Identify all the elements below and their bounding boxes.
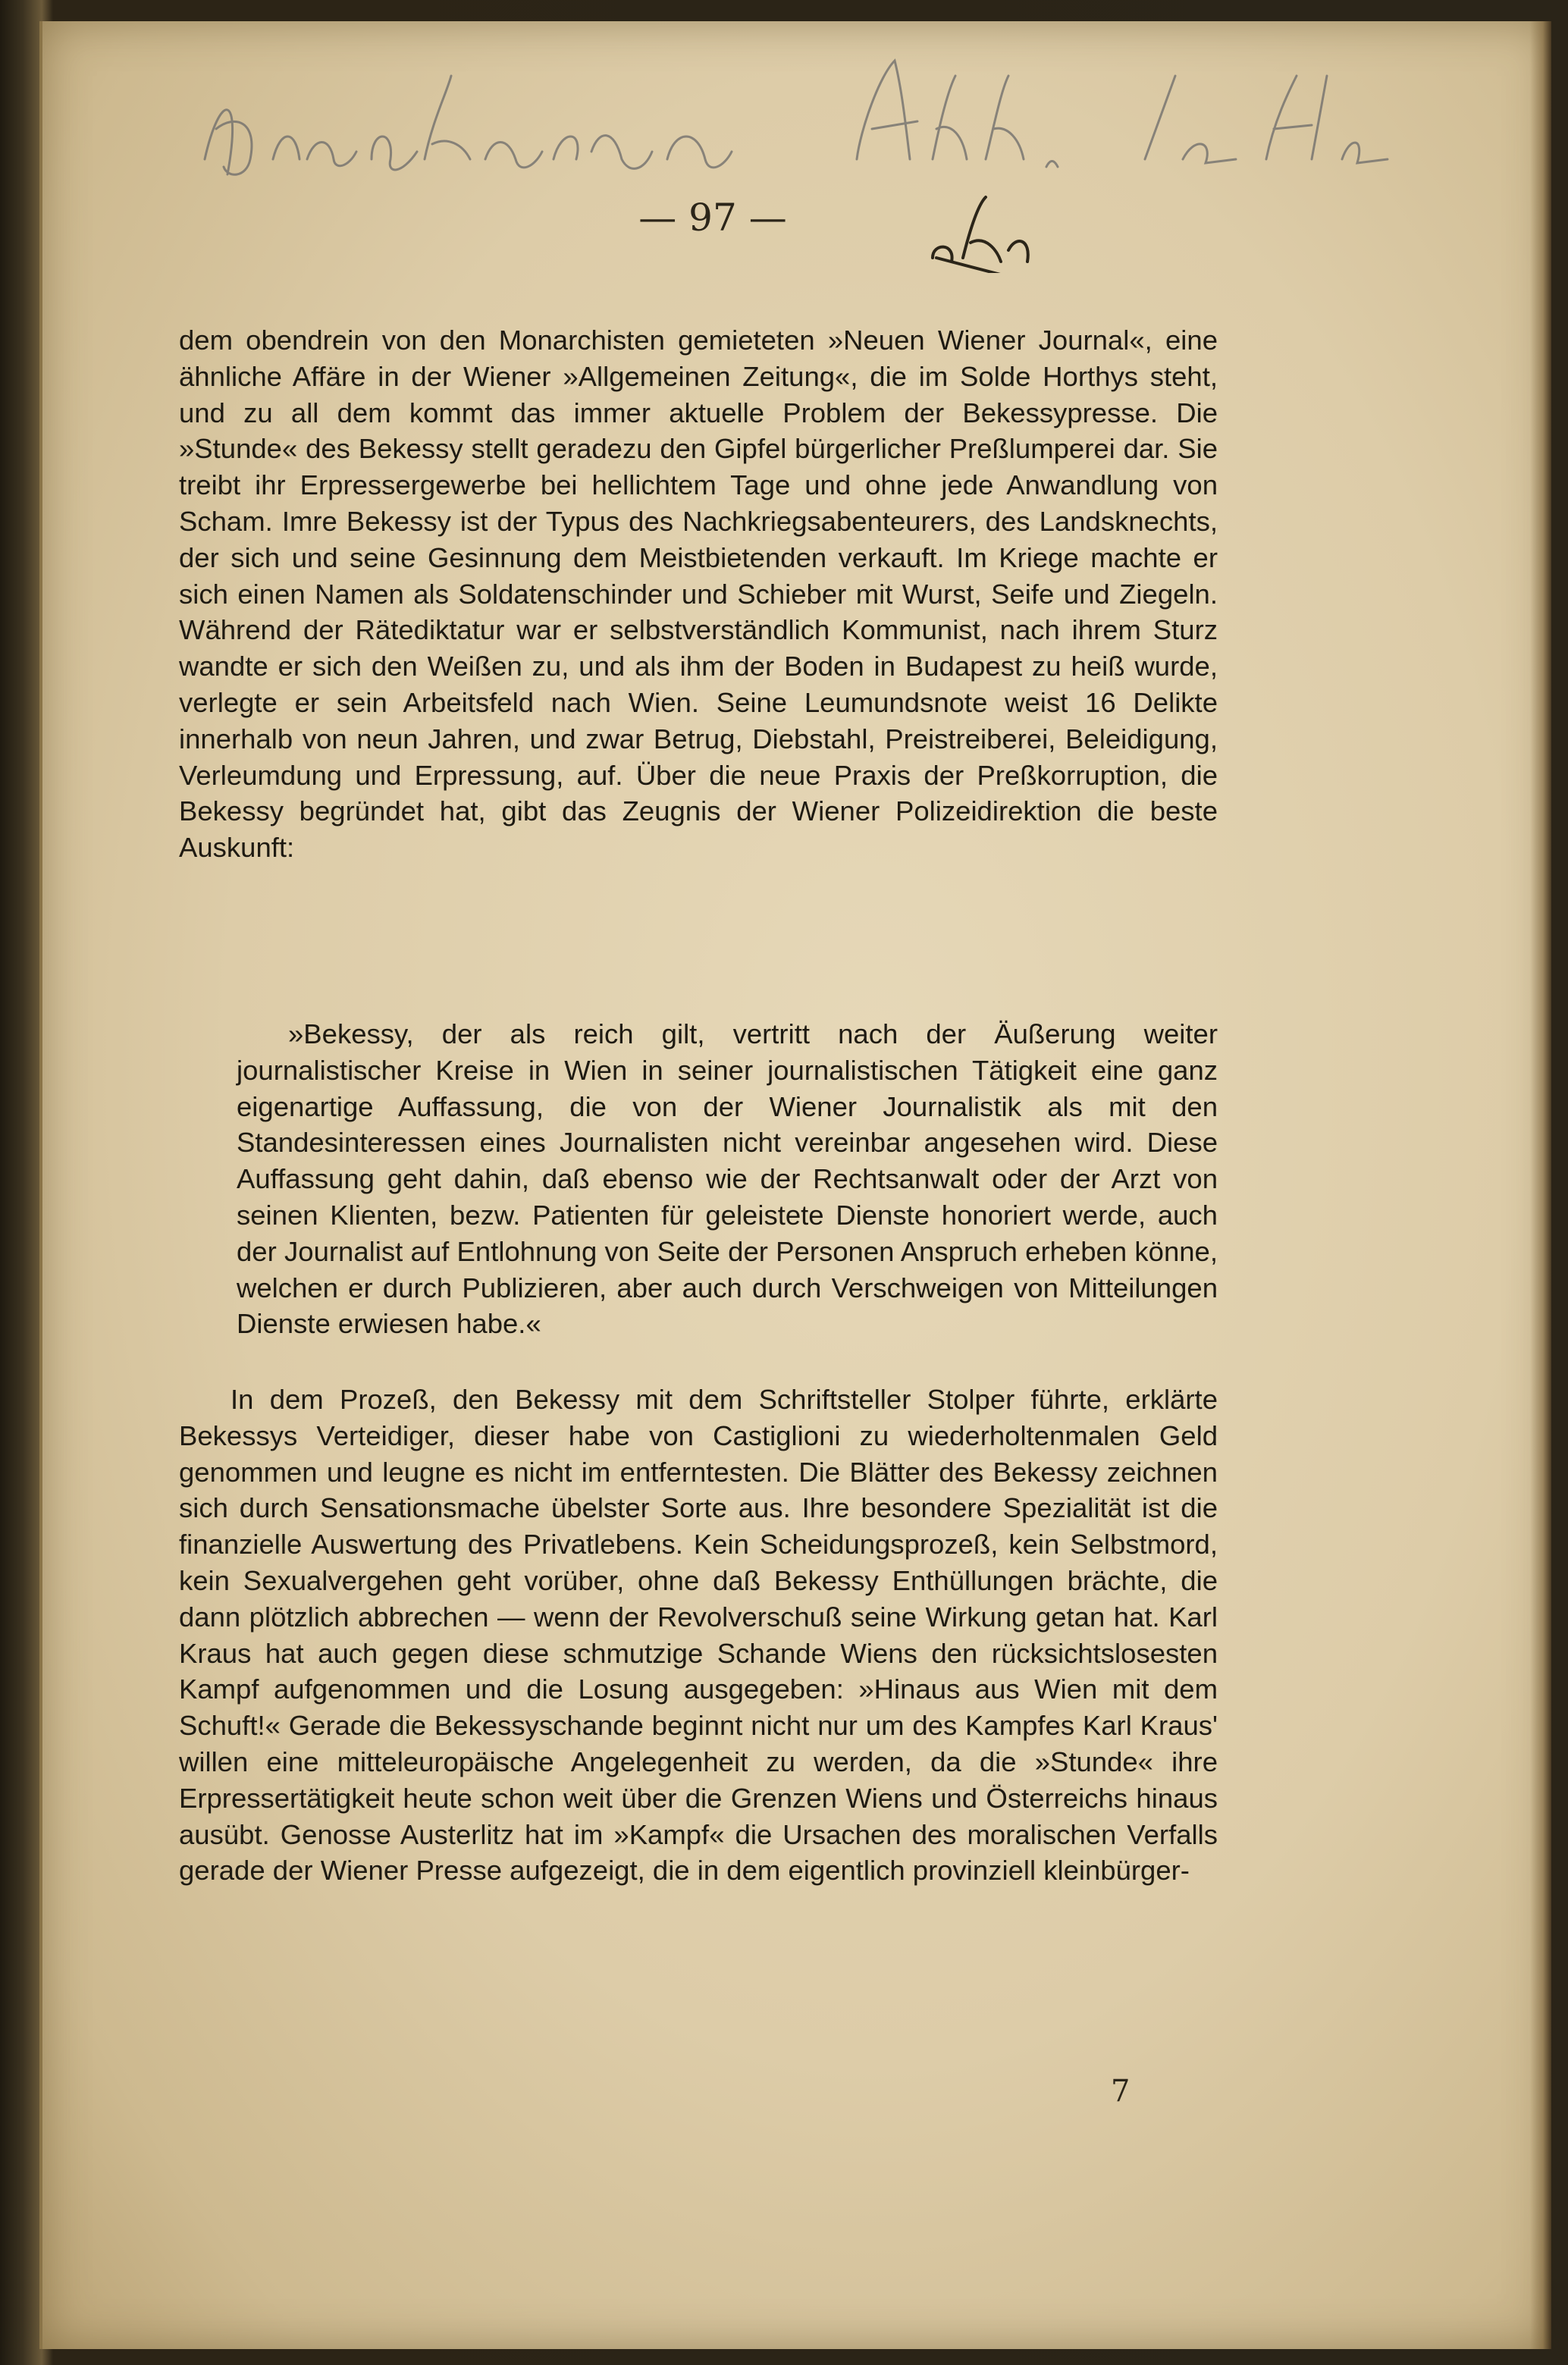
footer-signature-mark: 7: [1111, 2074, 1131, 2109]
body-paragraph-2: [179, 1382, 1218, 1889]
body-paragraph-1: [179, 322, 1218, 866]
paragraph-text: In dem Prozeß, den Bekessy mit dem Schriftsteller Stolper führte, erklärte Bekessys Verteidiger, dieser habe von Castiglioni zu wiederholtenmalen Geld genommen und leugne es nicht im entferntesten. Die Blätter des Bekessy zeichnen sich durch Sensationsmache übelster Sorte aus. Ihre besondere Spezialität ist die finanzielle Auswertung des Privatlebens. Kein Scheidungsprozeß, kein Selbstmord, kein Sexualvergehen geht vorüber, ohne daß Bekessy Enthüllungen brächte, die dann plötzlich abbrechen — wenn der Revolverschuß seine Wirkung getan hat. Karl Kraus hat auch gegen diese schmutzige Schande Wiens den rücksichtslosesten Kampf aufgenommen und die Losung ausgegeben: »Hinaus aus Wien mit dem Schuft!« Gerade die Bekessyschande beginnt nicht nur um des Kampfes Karl Kraus' willen eine mitteleuropäische Angelegenheit zu werden, da die »Stunde« ihre Erpressertätigkeit heute schon weit über die Grenzen Wiens und Österreichs hinaus ausübt. Genosse Austerlitz hat im »Kampf« die Ursachen des moralischen Verfalls gerade der Wiener Presse aufgezeigt, die in dem eigentlich provinziell kleinbürger-: [179, 1384, 1218, 1887]
page-edge: [1530, 21, 1551, 2349]
quote-text: »Bekessy, der als reich gilt, vertritt nach der Äußerung weiter journalistischer Kreise in Wien in seiner journalistischen Tätigkeit eine ganz eigenartige Auffassung, die von der Wiener Journalistik als mit den Standesinteressen eines Journalisten nicht vereinbar angesehen wird. Diese Auffassung geht dahin, daß ebenso wie der Rechtsanwalt oder der Arzt von seinen Klienten, bezw. Patienten für geleistete Dienste honoriert werde, auch der Journalist auf Entlohnung von Seite der Personen Anspruch erheben könne, welchen er durch Publizieren, aber auch durch Verschweigen von Mitteilungen Dienste erwiesen habe.«: [237, 1018, 1218, 1340]
paragraph-text: dem obendrein von den Monarchisten gemieteten »Neuen Wiener Journal«, eine ähnliche Affäre in der Wiener »Allgemeinen Zeitung«, die im Solde Horthys steht, und zu all dem kommt das immer aktuelle Problem der Bekessypresse. Die »Stunde« des Bekessy stellt geradezu den Gipfel bürgerlicher Preßlumperei dar. Sie treibt ihr Erpressergewerbe bei hellichtem Tage und ohne jede Anwandlung von Scham. Imre Bekessy ist der Typus des Nachkriegsabenteurers, des Landsknechts, der sich und seine Gesinnung dem Meistbietenden verkauft. Im Kriege machte er sich einen Namen als Soldatenschinder und Schieber mit Wurst, Seife und Ziegeln. Während der Rätediktatur war er selbstverständlich Kommunist, nach ihrem Sturz wandte er sich den Weißen zu, und als ihm der Boden in Budapest zu heiß wurde, verlegte er sein Arbeitsfeld nach Wien. Seine Leumundsnote weist 16 Delikte innerhalb von neun Jahren, und zwar Betrug, Diebstahl, Preistreiberei, Beleidigung, Verleumdung und Erpressung, auf. Über die neue Praxis der Preßkorruption, die Bekessy begründet hat, gibt das Zeugnis der Wiener Polizeidirektion die beste Auskunft:: [179, 325, 1218, 864]
handwritten-note-drawing: [174, 45, 1463, 273]
page-number: — 97 —: [638, 196, 787, 240]
block-quote: [237, 1016, 1218, 1342]
